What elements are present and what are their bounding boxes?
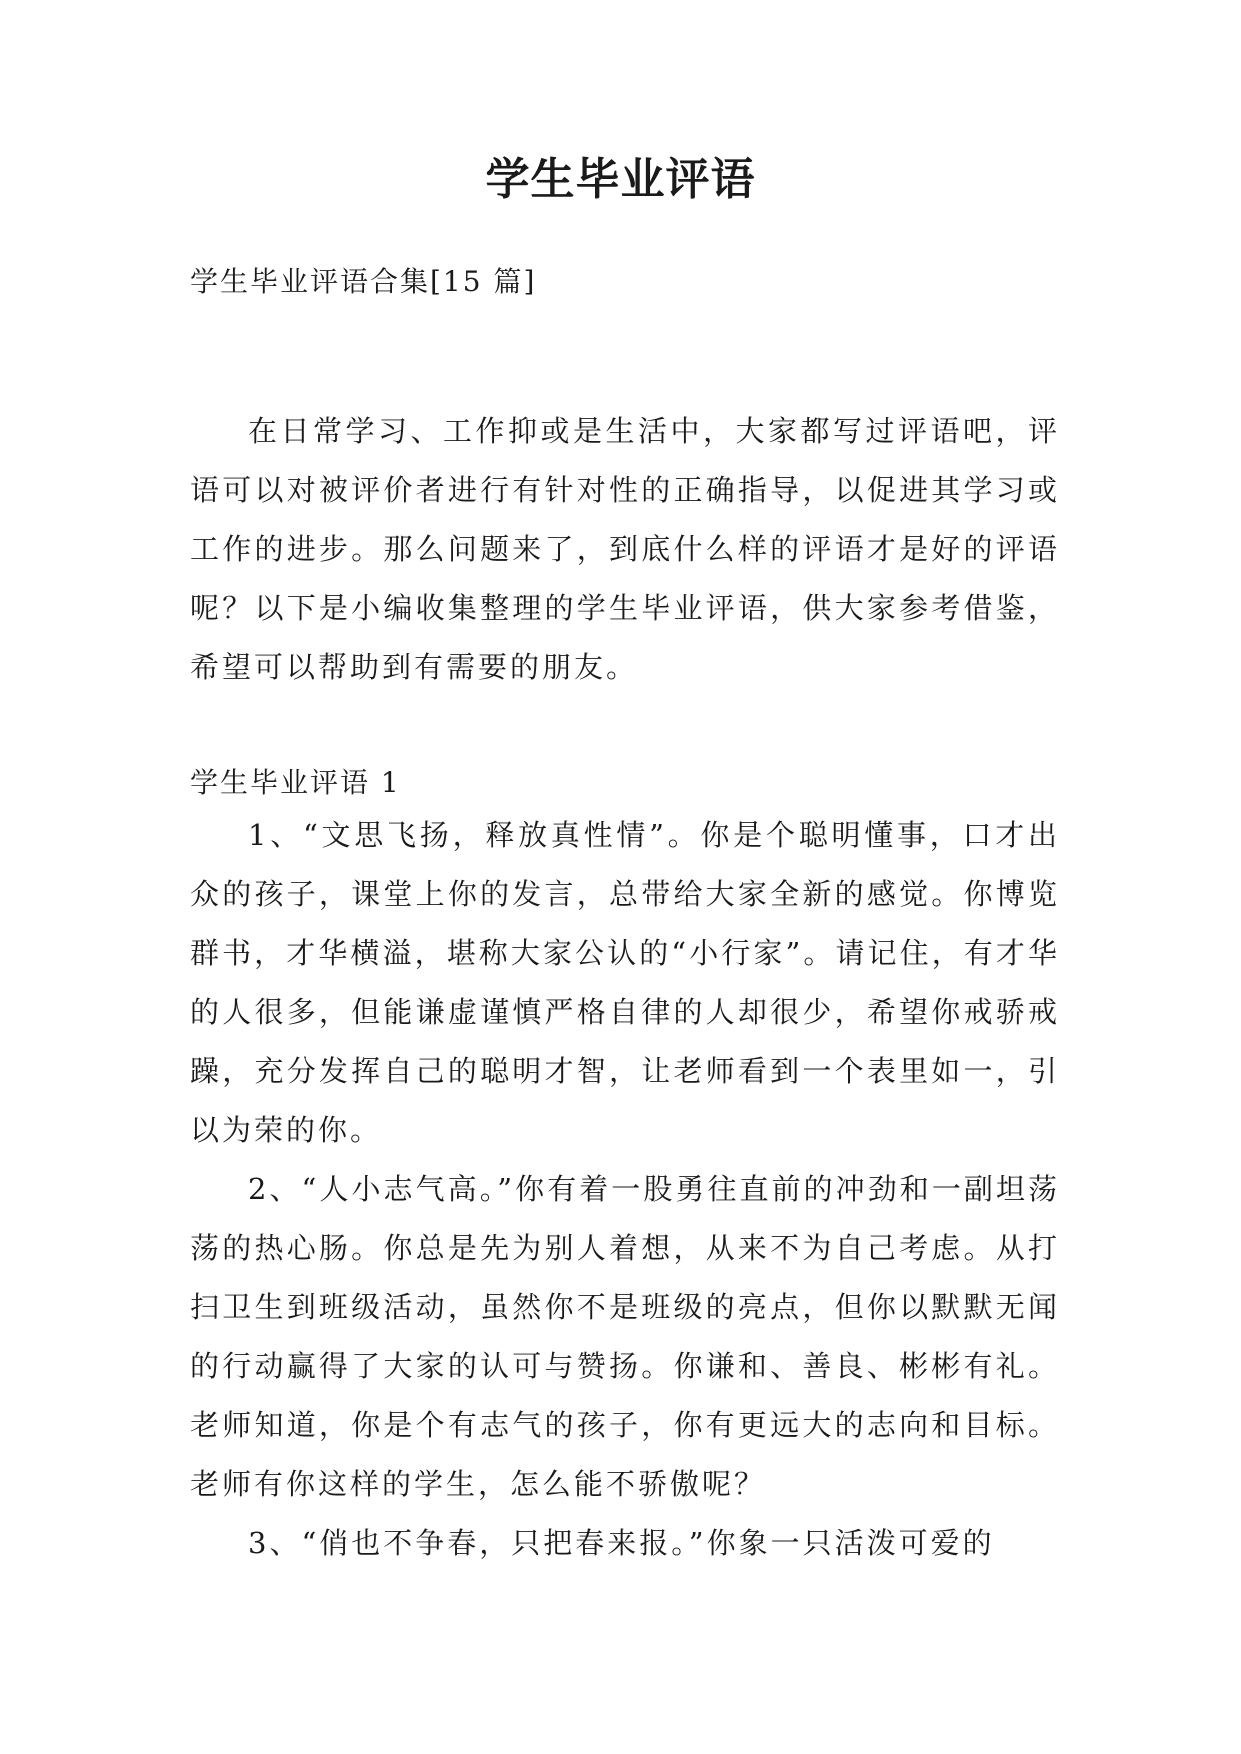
section-heading: 学生毕业评语 1	[190, 766, 401, 799]
intro-paragraph: 在日常学习、工作抑或是生活中，大家都写过评语吧，评语可以对被评价者进行有针对性的正确指导，以促进其学习或工作的进步。那么问题来了，到底什么样的评语才是好的评语呢？以下是小编收集整理的学生毕业评语，供大家参考借鉴，希望可以帮助到有需要的朋友。	[190, 414, 1060, 684]
comment-item: 1、“文思飞扬，释放真性情”。你是个聪明懂事，口才出众的孩子，课堂上你的发言，总带给大家全新的感觉。你博览群书，才华横溢，堪称大家公认的“小行家”。请记住，有才华的人很多，但能谦虚谨慎严格自律的人却很少，希望你戒骄戒躁，充分发挥自己的聪明才智，让老师看到一个表里如一，引以为荣的你。	[190, 818, 1060, 1147]
comment-list	[190, 806, 1060, 1573]
document-subtitle: 学生毕业评语合集[15 篇]	[190, 265, 537, 298]
comment-item: 3、“俏也不争春，只把春来报。”你象一只活泼可爱的	[248, 1526, 995, 1560]
intro-block	[190, 402, 1060, 697]
comment-item: 2、“人小志气高。”你有着一股勇往直前的冲劲和一副坦荡荡的热心肠。你总是先为别人着想，从来不为自己考虑。从打扫卫生到班级活动，虽然你不是班级的亮点，但你以默默无闻的行动赢得了大家的认可与赞扬。你谦和、善良、彬彬有礼。老师知道，你是个有志气的孩子，你有更远大的志向和目标。老师有你这样的学生，怎么能不骄傲呢？	[190, 1172, 1060, 1501]
document-title: 学生毕业评语	[485, 154, 756, 205]
